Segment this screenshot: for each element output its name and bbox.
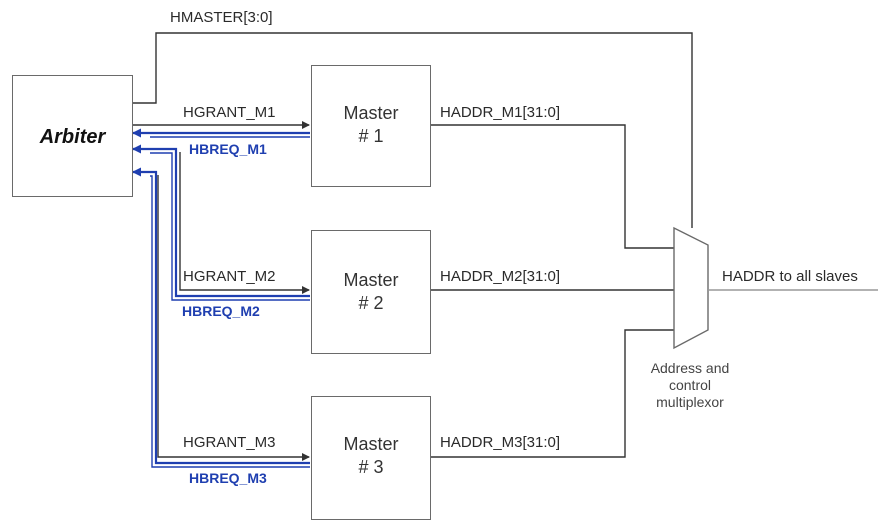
master-3-box [311,396,431,520]
hmaster-label: HMASTER[3:0] [170,9,273,26]
haddr-m3-label: HADDR_M3[31:0] [440,434,561,451]
master-1-label: Master [343,103,399,123]
haddr-m2-label: HADDR_M2[31:0] [440,268,561,285]
master-2-box [311,230,431,354]
master-3-number: # 3 [358,457,384,477]
haddr-output-label: HADDR to all slaves [722,268,858,285]
master-1-number: # 1 [358,126,384,146]
hgrant-m1-label: HGRANT_M1 [183,104,276,121]
mux-caption-line-3: multiplexor [656,394,724,410]
hgrant-m3-label: HGRANT_M3 [183,434,276,451]
haddr-m1-wire [431,125,674,248]
mux-caption-line-1: Address and [650,360,730,376]
mux-caption-line-2: control [668,377,712,393]
hbreq-m3-wire [133,172,310,467]
mux-caption [620,360,760,411]
master-2-number: # 2 [358,293,384,313]
arbiter-box [12,75,133,197]
haddr-m1-label: HADDR_M1[31:0] [440,104,561,121]
master-3-label: Master [343,434,399,454]
master-1-box [311,65,431,187]
master-2-label: Master [343,270,399,290]
hbreq-m1-label: HBREQ_M1 [189,141,267,157]
hbreq-m1-wire [133,133,310,137]
address-control-multiplexor [674,228,708,348]
arbiter-label: Arbiter [39,126,106,148]
hbreq-m2-label: HBREQ_M2 [182,303,260,319]
hbreq-m3-label: HBREQ_M3 [189,470,267,486]
hgrant-m2-label: HGRANT_M2 [183,268,276,285]
